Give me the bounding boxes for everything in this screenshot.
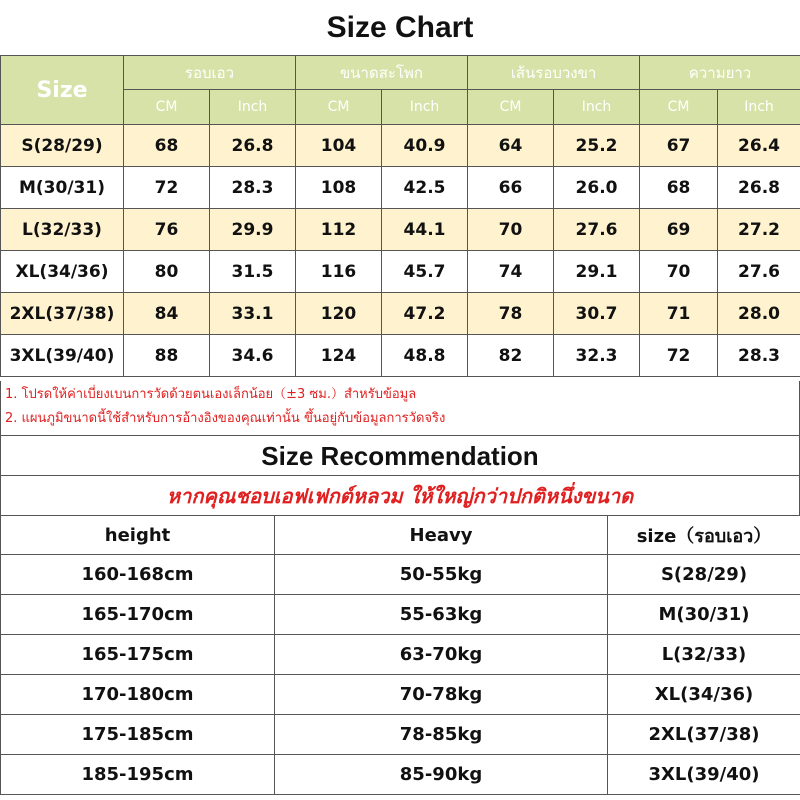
- measurement-cell: 69: [640, 209, 718, 251]
- size-cell: M(30/31): [608, 595, 800, 635]
- measurement-cell: 31.5: [210, 251, 296, 293]
- measurement-cell: 29.1: [554, 251, 640, 293]
- table-row: [1, 251, 800, 293]
- size-cell: 3XL(39/40): [608, 755, 800, 795]
- table-row: [1, 209, 800, 251]
- measurement-cell: 33.1: [210, 293, 296, 335]
- recommendation-table: [0, 515, 800, 795]
- measurement-cell: 78: [468, 293, 554, 335]
- measurement-cell: 71: [640, 293, 718, 335]
- measurement-cell: 116: [296, 251, 382, 293]
- unit-cm: CM: [468, 90, 554, 125]
- size-label: M(30/31): [1, 167, 124, 209]
- height-cell: 165-175cm: [1, 635, 275, 675]
- table-row: [1, 555, 800, 595]
- measurement-cell: 68: [124, 125, 210, 167]
- table-row: [1, 293, 800, 335]
- size-cell: 2XL(37/38): [608, 715, 800, 755]
- table-row: [1, 715, 800, 755]
- measurement-cell: 66: [468, 167, 554, 209]
- weight-header: Heavy: [275, 516, 608, 555]
- measurement-cell: 32.3: [554, 335, 640, 377]
- size-cell: S(28/29): [608, 555, 800, 595]
- size-label: 2XL(37/38): [1, 293, 124, 335]
- unit-cm: CM: [124, 90, 210, 125]
- recommendation-title: Size Recommendation: [0, 435, 800, 476]
- measurement-cell: 80: [124, 251, 210, 293]
- measurement-cell: 25.2: [554, 125, 640, 167]
- size-cell: XL(34/36): [608, 675, 800, 715]
- size-label: 3XL(39/40): [1, 335, 124, 377]
- measurement-cell: 26.8: [718, 167, 800, 209]
- size-label: S(28/29): [1, 125, 124, 167]
- measurement-cell: 26.8: [210, 125, 296, 167]
- measurement-cell: 88: [124, 335, 210, 377]
- height-cell: 175-185cm: [1, 715, 275, 755]
- measurement-cell: 124: [296, 335, 382, 377]
- weight-cell: 78-85kg: [275, 715, 608, 755]
- unit-inch: Inch: [554, 90, 640, 125]
- table-row: [1, 595, 800, 635]
- height-cell: 160-168cm: [1, 555, 275, 595]
- unit-inch: Inch: [210, 90, 296, 125]
- table-row: [1, 675, 800, 715]
- measurement-cell: 27.6: [718, 251, 800, 293]
- size-chart-table: [0, 55, 800, 377]
- measurement-cell: 34.6: [210, 335, 296, 377]
- table-row: [1, 125, 800, 167]
- measurement-cell: 45.7: [382, 251, 468, 293]
- size-label: L(32/33): [1, 209, 124, 251]
- measurement-cell: 104: [296, 125, 382, 167]
- measurement-cell: 72: [640, 335, 718, 377]
- measurement-cell: 108: [296, 167, 382, 209]
- measurement-cell: 42.5: [382, 167, 468, 209]
- measurement-cell: 120: [296, 293, 382, 335]
- height-header: height: [1, 516, 275, 555]
- measurement-cell: 27.2: [718, 209, 800, 251]
- waist-header: รอบเอว: [124, 56, 296, 90]
- weight-cell: 70-78kg: [275, 675, 608, 715]
- note-line: 2. แผนภูมิขนาดนี้ใช้สำหรับการอ้างอิงของคุณเท่านั้น ขึ้นอยู่กับข้อมูลการวัดจริง: [5, 411, 446, 426]
- weight-cell: 63-70kg: [275, 635, 608, 675]
- unit-inch: Inch: [382, 90, 468, 125]
- measurement-cell: 74: [468, 251, 554, 293]
- measurement-cell: 30.7: [554, 293, 640, 335]
- measurement-cell: 26.0: [554, 167, 640, 209]
- size-column-header: Size: [1, 56, 124, 125]
- measurement-cell: 28.3: [718, 335, 800, 377]
- measurement-cell: 64: [468, 125, 554, 167]
- unit-inch: Inch: [718, 90, 800, 125]
- size-cell: L(32/33): [608, 635, 800, 675]
- measurement-cell: 28.3: [210, 167, 296, 209]
- size-header: size（รอบเอว）: [608, 516, 800, 555]
- weight-cell: 55-63kg: [275, 595, 608, 635]
- size-label: XL(34/36): [1, 251, 124, 293]
- page-title: Size Chart: [326, 10, 474, 44]
- measurement-cell: 67: [640, 125, 718, 167]
- measurement-cell: 70: [640, 251, 718, 293]
- table-row: [1, 755, 800, 795]
- measurement-notes: [0, 381, 800, 435]
- table-row: [1, 335, 800, 377]
- weight-cell: 85-90kg: [275, 755, 608, 795]
- height-cell: 165-170cm: [1, 595, 275, 635]
- weight-cell: 50-55kg: [275, 555, 608, 595]
- measurement-cell: 70: [468, 209, 554, 251]
- table-row: [1, 635, 800, 675]
- measurement-cell: 72: [124, 167, 210, 209]
- recommendation-tip: หากคุณชอบเอฟเฟกต์หลวม ให้ใหญ่กว่าปกติหนึ่งขนาด: [0, 475, 800, 516]
- height-cell: 185-195cm: [1, 755, 275, 795]
- length-header: ความยาว: [640, 56, 800, 90]
- measurement-cell: 26.4: [718, 125, 800, 167]
- height-cell: 170-180cm: [1, 675, 275, 715]
- measurement-cell: 44.1: [382, 209, 468, 251]
- thigh-header: เส้นรอบวงขา: [468, 56, 640, 90]
- measurement-cell: 68: [640, 167, 718, 209]
- hip-header: ขนาดสะโพก: [296, 56, 468, 90]
- measurement-cell: 48.8: [382, 335, 468, 377]
- measurement-cell: 40.9: [382, 125, 468, 167]
- measurement-cell: 28.0: [718, 293, 800, 335]
- measurement-cell: 82: [468, 335, 554, 377]
- unit-cm: CM: [640, 90, 718, 125]
- table-row: [1, 167, 800, 209]
- measurement-cell: 27.6: [554, 209, 640, 251]
- note-line: 1. โปรดให้ค่าเบี่ยงเบนการวัดด้วยตนเองเล็กน้อย（±3 ซม.）สำหรับข้อมูล: [5, 387, 417, 402]
- unit-cm: CM: [296, 90, 382, 125]
- measurement-cell: 47.2: [382, 293, 468, 335]
- measurement-cell: 84: [124, 293, 210, 335]
- measurement-cell: 29.9: [210, 209, 296, 251]
- measurement-cell: 112: [296, 209, 382, 251]
- measurement-cell: 76: [124, 209, 210, 251]
